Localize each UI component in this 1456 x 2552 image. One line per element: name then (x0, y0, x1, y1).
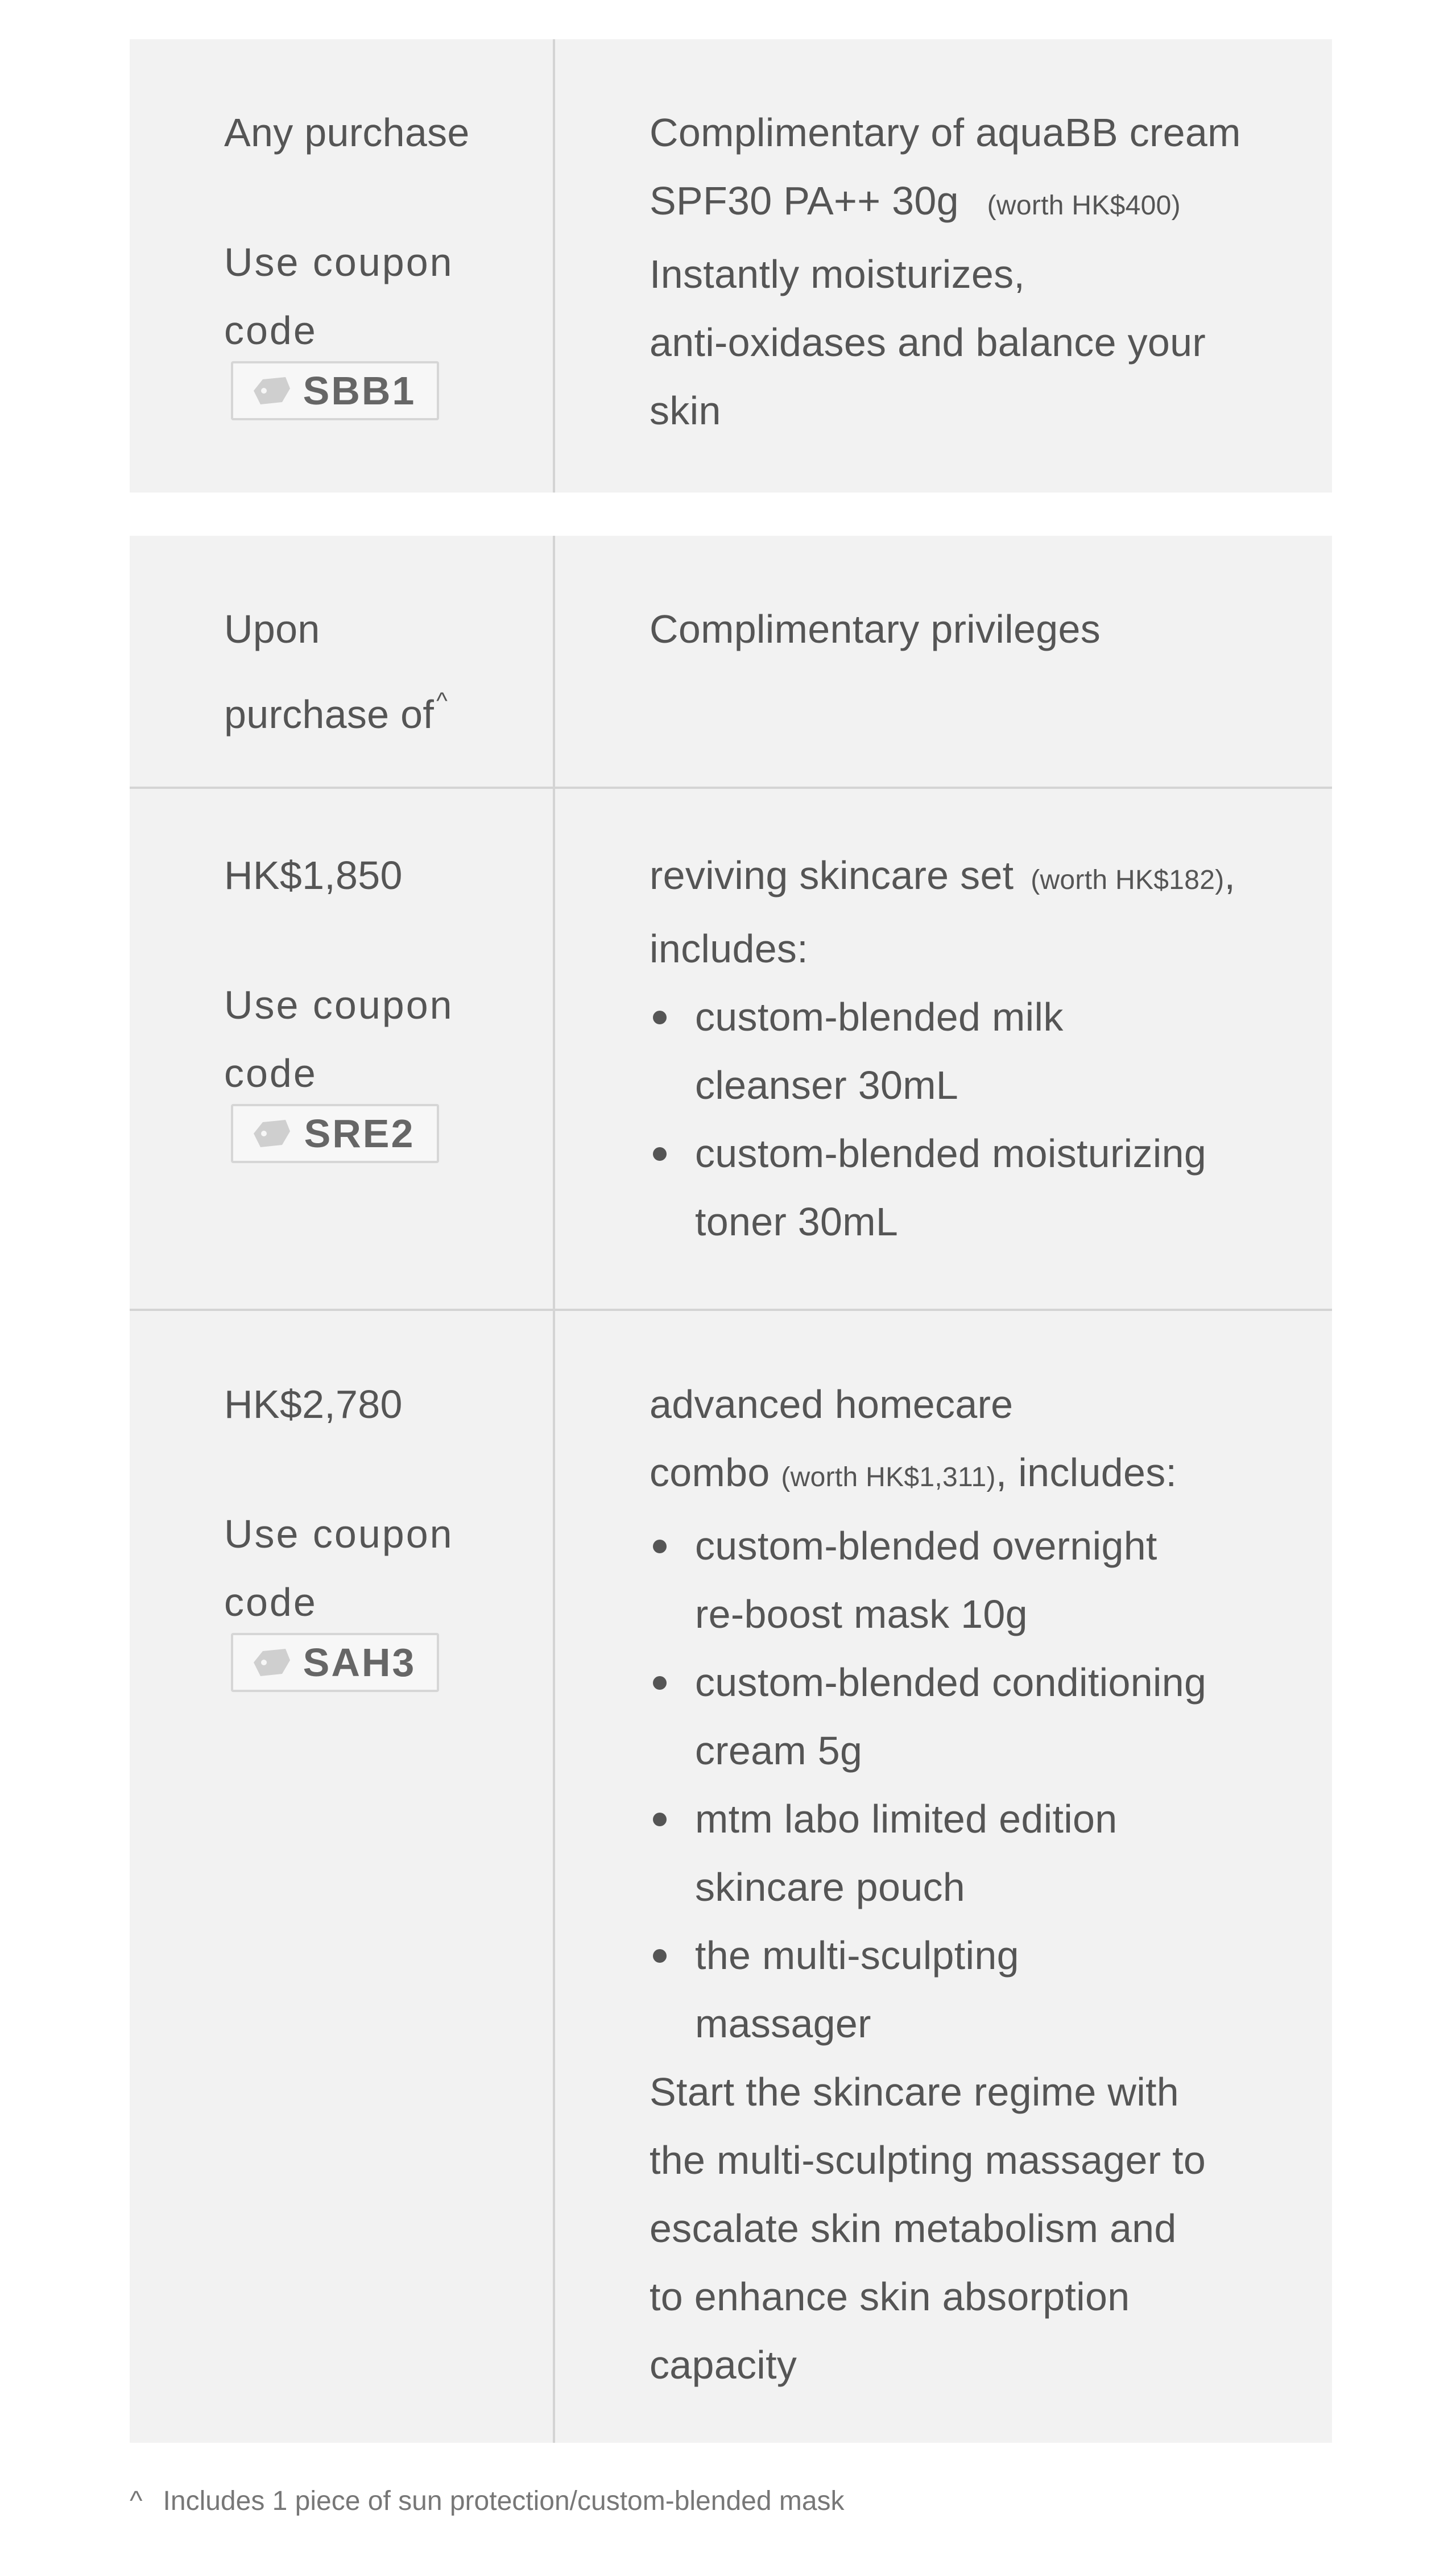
gift-includes: includes: (650, 927, 808, 971)
tier-2780-gift-cell (553, 1311, 1332, 2443)
list-item-line1: custom-blended overnight (695, 1524, 1157, 1568)
tiered-offer-table (130, 536, 1332, 2443)
tier-1850-condition-cell (130, 789, 553, 1309)
list-item (650, 1921, 1298, 2058)
tier-1850-gift-cell (553, 789, 1332, 1309)
coupon-label-line2: code (224, 308, 317, 353)
gift-worth: (worth HK$182) (1031, 865, 1225, 895)
list-item (650, 983, 1298, 1119)
gift-comma: , (1224, 853, 1236, 897)
coupon-label-line1: Use coupon (224, 240, 454, 284)
footnote-text: Includes 1 piece of sun protection/custom-blended mask (163, 2486, 845, 2516)
list-item (650, 1648, 1298, 1785)
list-item-line1: mtm labo limited edition (695, 1797, 1118, 1841)
gift-desc-line1: Instantly moisturizes, (650, 252, 1025, 296)
gift-desc-line2: anti-oxidases and balance your (650, 320, 1206, 365)
gift-item-list (650, 983, 1298, 1256)
tag-icon (250, 1645, 293, 1680)
closing-line2: the multi-sculpting massager to (650, 2138, 1206, 2182)
footnote-mark: ^ (130, 2486, 143, 2516)
list-item-line2: re-boost mask 10g (695, 1592, 1028, 1636)
coupon-label-line1: Use coupon (224, 983, 454, 1027)
gift-includes: , includes: (995, 1450, 1177, 1495)
gift-desc-line3: skin (650, 388, 721, 433)
coupon-code-text: SRE2 (304, 1111, 415, 1156)
tier-amount: HK$2,780 (224, 1382, 403, 1426)
any-purchase-row (130, 39, 1332, 445)
header-right-cell (553, 536, 1332, 787)
coupon-code-sre2[interactable] (231, 1104, 439, 1163)
gift-worth: (worth HK$1,311) (781, 1462, 996, 1492)
any-purchase-gift-cell (553, 39, 1332, 445)
gift-title-line1: advanced homecare (650, 1382, 1014, 1426)
tier-row-2780 (130, 1309, 1332, 2443)
list-item (650, 1512, 1298, 1648)
closing-line4: to enhance skin absorption (650, 2274, 1130, 2319)
tag-icon (250, 374, 293, 408)
coupon-code-text: SAH3 (303, 1640, 416, 1685)
coupon-label-line2: code (224, 1580, 317, 1624)
list-item-line1: custom-blended conditioning (695, 1660, 1207, 1705)
coupon-code-sah3[interactable] (231, 1633, 439, 1692)
condition-label: Any purchase (224, 110, 470, 155)
closing-line1: Start the skincare regime with (650, 2070, 1180, 2114)
header-upon: Upon (224, 607, 320, 651)
closing-line5: capacity (650, 2343, 797, 2387)
tag-icon (250, 1116, 293, 1151)
tier-amount: HK$1,850 (224, 853, 403, 897)
tier-row-1850 (130, 787, 1332, 1309)
list-item-line2: massager (695, 2001, 871, 2046)
header-privileges: Complimentary privileges (650, 607, 1101, 651)
list-item (650, 1785, 1298, 1921)
gift-worth: (worth HK$400) (987, 191, 1181, 221)
coupon-code-sbb1[interactable] (231, 361, 439, 420)
footnote-caret: ^ (436, 687, 448, 714)
list-item-line1: the multi-sculpting (695, 1933, 1019, 1978)
footnote (130, 2485, 845, 2517)
gift-name: SPF30 PA++ 30g (650, 179, 959, 223)
gift-item-list (650, 1512, 1298, 2058)
list-item-line2: cream 5g (695, 1728, 863, 1773)
coupon-code-text: SBB1 (303, 369, 416, 413)
gift-title-line2 (650, 1438, 1298, 1512)
tier-header-row (130, 536, 1332, 787)
gift-name: reviving skincare set (650, 853, 1014, 897)
list-item-line1: custom-blended milk (695, 995, 1064, 1039)
gift-title-line2 (650, 167, 1298, 240)
list-item-line2: cleanser 30mL (695, 1063, 959, 1107)
header-purchase-of (224, 667, 553, 748)
list-item (650, 1119, 1298, 1256)
tier-gift-title (650, 841, 1298, 915)
list-item-line1: custom-blended moisturizing (695, 1131, 1207, 1176)
gift-title-line1: Complimentary of aquaBB cream (650, 110, 1241, 155)
header-purchase-of-text: purchase of (224, 692, 435, 737)
closing-line3: escalate skin metabolism and (650, 2206, 1177, 2251)
any-purchase-offer-table (130, 39, 1332, 493)
header-left-cell (130, 536, 553, 787)
list-item-line2: skincare pouch (695, 1865, 966, 1909)
coupon-label-line1: Use coupon (224, 1512, 454, 1556)
list-item-line2: toner 30mL (695, 1200, 899, 1244)
any-purchase-condition-cell (130, 39, 553, 445)
tier-2780-condition-cell (130, 1311, 553, 2443)
coupon-label-line2: code (224, 1051, 317, 1095)
gift-name: combo (650, 1450, 770, 1495)
